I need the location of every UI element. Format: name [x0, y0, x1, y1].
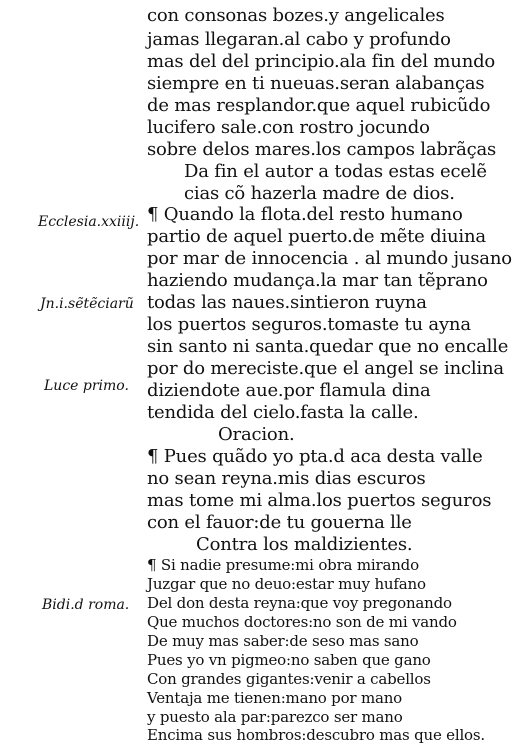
text-line: ¶ Quando la flota.del resto humano: [147, 204, 463, 225]
text-line: De muy mas saber:de seso mas sano: [147, 632, 419, 650]
margin-note: Luce primo.: [44, 378, 129, 394]
text-line: con consonas bozes.y angelicales: [147, 5, 445, 26]
text-line: Encima sus hombros:descubro mas que ellos.: [147, 726, 485, 744]
text-line: por do mereciste.que el angel se inclina: [147, 358, 504, 379]
text-line: Pues yo vn pigmeo:no saben que gano: [147, 651, 431, 669]
text-line: ¶ Si nadie presume:mi obra mirando: [147, 556, 419, 574]
text-line: Con grandes gigantes:venir a cabellos: [147, 670, 431, 688]
text-line: lucifero sale.con rostro jocundo: [147, 117, 430, 138]
text-line: con el fauor:de tu gouerna lle: [147, 512, 412, 533]
text-line: mas tome mi alma.los puertos seguros: [147, 490, 492, 511]
text-line: los puertos seguros.tomaste tu ayna: [147, 314, 471, 335]
text-line: no sean reyna.mis dias escuros: [147, 468, 426, 489]
text-line: Que muchos doctores:no son de mi vando: [147, 613, 457, 631]
text-line: ¶ Pues quãdo yo pta.d aca desta valle: [147, 446, 483, 467]
text-line: Del don desta reyna:que voy pregonando: [147, 594, 452, 612]
text-line: diziendote aue.por flamula dina: [147, 380, 431, 401]
section-heading: cias cõ hazerla madre de dios.: [184, 183, 455, 204]
section-heading: Contra los maldizientes.: [196, 534, 413, 555]
text-line: de mas resplandor.que aquel rubicũdo: [147, 95, 491, 116]
text-line: sobre delos mares.los campos labrãças: [147, 139, 497, 160]
text-line: siempre en ti nueuas.seran alabanças: [147, 73, 485, 94]
text-line: tendida del cielo.fasta la calle.: [147, 402, 419, 423]
margin-note: Bidi.d roma.: [42, 597, 130, 613]
text-line: sin santo ni santa.quedar que no encalle: [147, 336, 509, 357]
text-line: Juzgar que no deuo:estar muy hufano: [147, 575, 426, 593]
text-line: haziendo mudança.la mar tan tẽprano: [147, 270, 488, 291]
text-line: todas las naues.sintieron ruyna: [147, 292, 427, 313]
margin-note: Jn.i.sẽtẽciarũ: [40, 296, 134, 312]
section-heading: Da fin el autor a todas estas ecelẽ: [184, 161, 487, 182]
margin-note: Ecclesia.xxiiij.: [38, 214, 140, 230]
section-heading: Oracion.: [218, 424, 295, 445]
text-line: Ventaja me tienen:mano por mano: [147, 689, 403, 707]
text-line: partio de aquel puerto.de mẽte diuina: [147, 226, 486, 247]
text-line: mas del del principio.ala fin del mundo: [147, 51, 496, 72]
text-line: jamas llegaran.al cabo y profundo: [147, 29, 451, 50]
text-line: por mar de innocencia . al mundo jusano: [147, 248, 512, 269]
text-line: y puesto ala par:parezco ser mano: [147, 708, 403, 726]
